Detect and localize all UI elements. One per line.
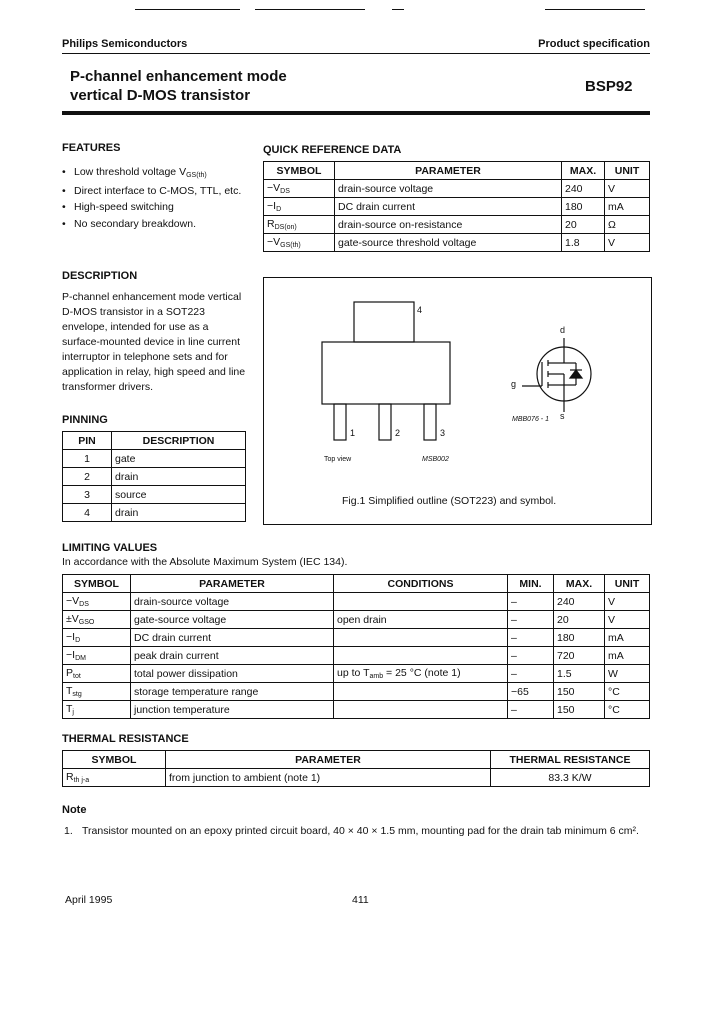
doc-type: Product specification — [538, 38, 650, 50]
table-row: $R_{DS(on)}$ drain-source on-resistance 20 Ω — [264, 216, 650, 234]
table-row: $T_j$ junction temperature – 150 °C — [63, 701, 650, 719]
table-row: $-V_{DS}$ drain-source voltage 240 V — [264, 180, 650, 198]
col-description: DESCRIPTION — [112, 432, 246, 450]
table-row: 2 drain — [63, 468, 246, 486]
part-number: BSP92 — [585, 78, 633, 95]
drain-terminal-label: d — [560, 325, 566, 335]
table-row: $T_{stg}$ storage temperature range −65 150 °C — [63, 683, 650, 701]
table-row: $\pm V_{GSO}$ gate-source voltage open drain – 20 V — [63, 611, 650, 629]
scan-mark — [545, 9, 645, 10]
pin-label-1: 1 — [350, 428, 356, 438]
pin-label-2: 2 — [395, 428, 401, 438]
header-rule — [62, 53, 650, 54]
drawing-code-1: MSB002 — [422, 456, 449, 463]
figure-caption: Fig.1 Simplified outline (SOT223) and symbol. — [342, 495, 557, 507]
limiting-values-table — [62, 574, 650, 719]
table-row: 3 source — [63, 486, 246, 504]
table-header-row: SYMBOL PARAMETER THERMAL RESISTANCE — [63, 751, 650, 769]
pinning-heading: PINNING — [62, 414, 108, 426]
quick-ref-heading: QUICK REFERENCE DATA — [263, 144, 402, 156]
table-row: $-V_{GS(th)}$ gate-source threshold voltage 1.8 V — [264, 234, 650, 252]
note-heading: Note — [62, 804, 87, 816]
pinning-table — [62, 431, 246, 522]
package-pin-3 — [424, 404, 436, 440]
table-row: 1 gate — [63, 450, 246, 468]
thermal-table — [62, 750, 650, 787]
table-row: $R_{th j-a}$ from junction to ambient (note 1) 83.3 K/W — [63, 769, 650, 787]
package-pin-1 — [334, 404, 346, 440]
tab-pin-label: 4 — [417, 305, 423, 315]
scan-mark — [255, 9, 365, 10]
company-name: Philips Semiconductors — [62, 38, 188, 50]
table-header-row — [63, 432, 246, 450]
table-row: $-I_D$ DC drain current 180 mA — [264, 198, 650, 216]
scan-mark — [135, 9, 240, 10]
page-title-line1: P-channel enhancement mode — [70, 68, 287, 85]
col-pin: PIN — [63, 432, 112, 450]
source-terminal-label: s — [560, 411, 565, 421]
package-outline-drawing — [264, 278, 651, 524]
feature-item: • Direct interface to C-MOS, TTL, etc. — [62, 184, 252, 199]
feature-item: • High-speed switching — [62, 199, 252, 216]
quick-ref-table — [263, 161, 650, 252]
description-heading: DESCRIPTION — [62, 270, 138, 282]
package-body — [322, 342, 450, 404]
table-row: $P_{tot}$ total power dissipation up to $T_{amb} = 25$ °C (note 1) – 1.5 W — [63, 665, 650, 683]
features-list — [62, 164, 252, 233]
drawing-code-2: MBB076 - 1 — [512, 416, 549, 423]
note-text: Transistor mounted on an epoxy printed circuit board, 40 × 40 × 1.5 mm, mounting pad for the drain tab minimum 6 cm². — [82, 825, 639, 837]
limiting-heading: LIMITING VALUES — [62, 542, 158, 554]
footer-date: April 1995 — [65, 894, 113, 906]
scan-mark — [392, 9, 404, 10]
page-title-line2: vertical D-MOS transistor — [70, 87, 251, 104]
table-header-row: SYMBOL PARAMETER CONDITIONS MIN. MAX. UNIT — [63, 575, 650, 593]
table-header-row: SYMBOL PARAMETER MAX. UNIT — [264, 162, 650, 180]
table-row: $-V_{DS}$ drain-source voltage – 240 V — [63, 593, 650, 611]
mosfet-symbol — [522, 338, 591, 412]
feature-item: • No secondary breakdown. — [62, 216, 252, 233]
table-row: $-I_{DM}$ peak drain current – 720 mA — [63, 647, 650, 665]
top-view-label: Top view — [324, 456, 352, 463]
feature-item: • Low threshold voltage $V_{GS(th)}$ — [62, 164, 252, 184]
features-heading: FEATURES — [62, 142, 121, 154]
table-row: 4 drain — [63, 504, 246, 522]
gate-terminal-label: g — [511, 379, 517, 389]
title-rule — [62, 111, 650, 115]
thermal-heading: THERMAL RESISTANCE — [62, 733, 189, 745]
description-text: P-channel enhancement mode vertical D-MOS transistor in a SOT223 envelope, intended for use as a surface-mounted device in line current interruptor in telephone sets and for application in relay, high speed and line transformer drivers. — [62, 291, 246, 393]
package-tab — [354, 302, 414, 342]
limiting-subtitle: In accordance with the Absolute Maximum System (IEC 134). — [62, 556, 348, 568]
page-number: 411 — [352, 894, 369, 906]
table-row: $-I_D$ DC drain current – 180 mA — [63, 629, 650, 647]
figure-box — [263, 277, 652, 525]
pin-label-3: 3 — [440, 428, 446, 438]
note-number: 1. — [64, 825, 73, 837]
package-pin-2 — [379, 404, 391, 440]
